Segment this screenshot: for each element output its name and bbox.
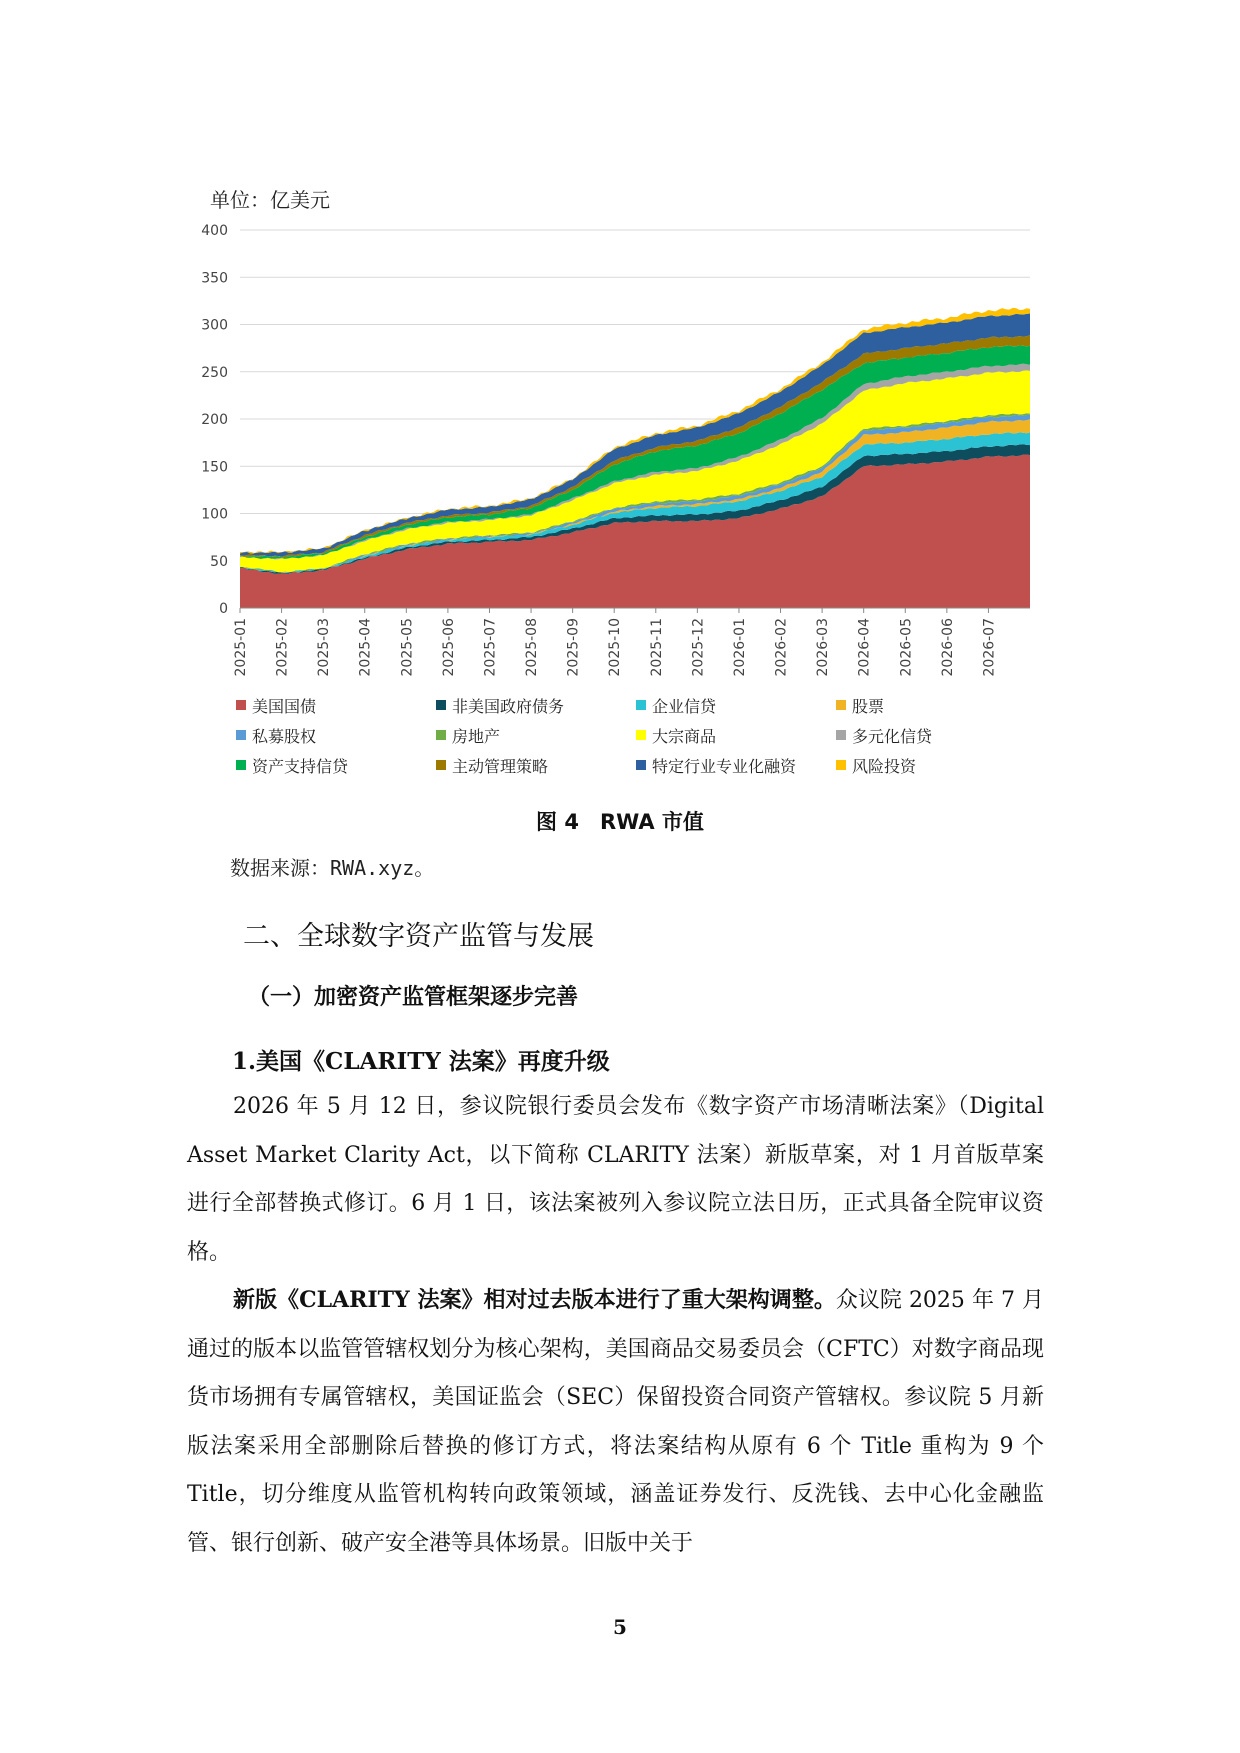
y-tick-label: 400 bbox=[201, 223, 228, 239]
x-tick-label: 2025-07 bbox=[482, 618, 499, 677]
legend-item bbox=[236, 754, 436, 776]
x-tick-label: 2025-11 bbox=[648, 618, 665, 677]
chart-unit-label: 单位：亿美元 bbox=[210, 188, 330, 212]
y-tick-label: 300 bbox=[201, 317, 228, 334]
legend-swatch bbox=[436, 730, 446, 740]
x-tick-label: 2025-04 bbox=[357, 618, 374, 677]
x-tick-label: 2025-06 bbox=[440, 618, 457, 677]
page-number: 5 bbox=[613, 1615, 627, 1639]
legend-swatch bbox=[636, 700, 646, 710]
legend-item bbox=[836, 724, 1036, 746]
y-tick-label: 250 bbox=[201, 364, 228, 381]
x-tick-label: 2025-10 bbox=[607, 618, 624, 677]
legend-label: 主动管理策略 bbox=[452, 756, 549, 776]
x-tick-label: 2025-05 bbox=[399, 618, 416, 677]
legend-item bbox=[836, 694, 1036, 716]
y-tick-label: 0 bbox=[219, 601, 228, 617]
paragraph-2-lead: 新版《CLARITY 法案》相对过去版本进行了重大架构调整。 bbox=[233, 1287, 836, 1313]
paragraph-1: 2026 年 5 月 12 日，参议院银行委员会发布《数字资产市场清晰法案》（Digital Asset Market Clarity Act，以下简称 CLARITY 法案）新版草案，对 1 月首版草案进行全部替换式修订。6 月 1 日，该法案被列入参议院立法日历，正式具备全院审议资格。 bbox=[187, 1094, 1044, 1265]
section-title: 二、全球数字资产监管与发展 bbox=[243, 921, 594, 952]
legend-item bbox=[436, 724, 636, 746]
subsection-title: （一）加密资产监管框架逐步完善 bbox=[248, 984, 579, 1010]
legend-item bbox=[636, 724, 836, 746]
x-tick-label: 2026-05 bbox=[898, 618, 915, 677]
legend-swatch bbox=[636, 730, 646, 740]
x-tick-label: 2025-02 bbox=[274, 618, 291, 677]
x-tick-label: 2026-06 bbox=[939, 618, 956, 677]
x-tick-label: 2026-02 bbox=[773, 618, 790, 677]
x-tick-label: 2026-01 bbox=[731, 618, 748, 677]
legend-label: 房地产 bbox=[452, 726, 501, 746]
x-tick-label: 2025-09 bbox=[565, 618, 582, 677]
legend-swatch bbox=[236, 760, 246, 770]
legend-label: 资产支持信贷 bbox=[252, 756, 349, 776]
chart-legend bbox=[236, 694, 1036, 776]
legend-label: 私募股权 bbox=[252, 726, 317, 746]
y-tick-label: 100 bbox=[201, 506, 228, 523]
legend-swatch bbox=[836, 730, 846, 740]
legend-label: 风险投资 bbox=[852, 756, 917, 776]
y-tick-label: 350 bbox=[201, 270, 228, 287]
paragraph-2-body: 众议院 2025 年 7 月通过的版本以监管管辖权划分为核心架构，美国商品交易委员会（CFTC）对数字商品现货市场拥有专属管辖权，美国证监会（SEC）保留投资合同资产管辖权。参议院 5 月新版法案采用全部删除后替换的修订方式，将法案结构从原有 6 个 Title 重构为 9 个 Title，切分维度从监管机构转向政策领域，涵盖证券发行、反洗钱、去中心化金融监管、银行创新、破产安全港等具体场景。旧版中关于 bbox=[187, 1288, 1044, 1556]
y-tick-label: 150 bbox=[201, 459, 228, 476]
legend-label: 股票 bbox=[852, 696, 885, 716]
x-tick-label: 2025-03 bbox=[316, 618, 333, 677]
legend-item bbox=[636, 754, 836, 776]
legend-swatch bbox=[436, 700, 446, 710]
legend-swatch bbox=[236, 730, 246, 740]
x-tick-label: 2025-08 bbox=[524, 618, 541, 677]
legend-swatch bbox=[836, 700, 846, 710]
x-tick-label: 2025-12 bbox=[690, 618, 707, 677]
figure-caption: 图 4 RWA 市值 bbox=[536, 810, 704, 834]
legend-label: 企业信贷 bbox=[652, 696, 717, 716]
legend-item bbox=[836, 754, 1036, 776]
legend-item bbox=[236, 724, 436, 746]
legend-swatch bbox=[236, 700, 246, 710]
subsubsection-title: 1.美国《CLARITY 法案》再度升级 bbox=[232, 1048, 610, 1075]
legend-swatch bbox=[836, 760, 846, 770]
legend-label: 大宗商品 bbox=[652, 726, 717, 746]
x-tick-label: 2025-01 bbox=[233, 618, 249, 677]
legend-label: 多元化信贷 bbox=[852, 726, 933, 746]
x-tick-label: 2026-03 bbox=[815, 618, 832, 677]
rwa-stacked-area-chart bbox=[190, 210, 1050, 690]
legend-item bbox=[436, 754, 636, 776]
data-source: 数据来源：RWA.xyz。 bbox=[230, 856, 435, 880]
x-tick-label: 2026-07 bbox=[981, 618, 998, 677]
legend-item bbox=[436, 694, 636, 716]
y-tick-label: 50 bbox=[210, 553, 228, 570]
legend-swatch bbox=[436, 760, 446, 770]
legend-item bbox=[236, 694, 436, 716]
x-tick-label: 2026-04 bbox=[856, 618, 873, 677]
legend-label: 特定行业专业化融资 bbox=[652, 756, 797, 776]
legend-label: 美国国债 bbox=[252, 696, 317, 716]
y-tick-label: 200 bbox=[201, 412, 228, 428]
legend-item bbox=[636, 694, 836, 716]
legend-label: 非美国政府债务 bbox=[452, 696, 565, 716]
paragraph-2 bbox=[187, 1276, 1044, 1568]
legend-swatch bbox=[636, 760, 646, 770]
